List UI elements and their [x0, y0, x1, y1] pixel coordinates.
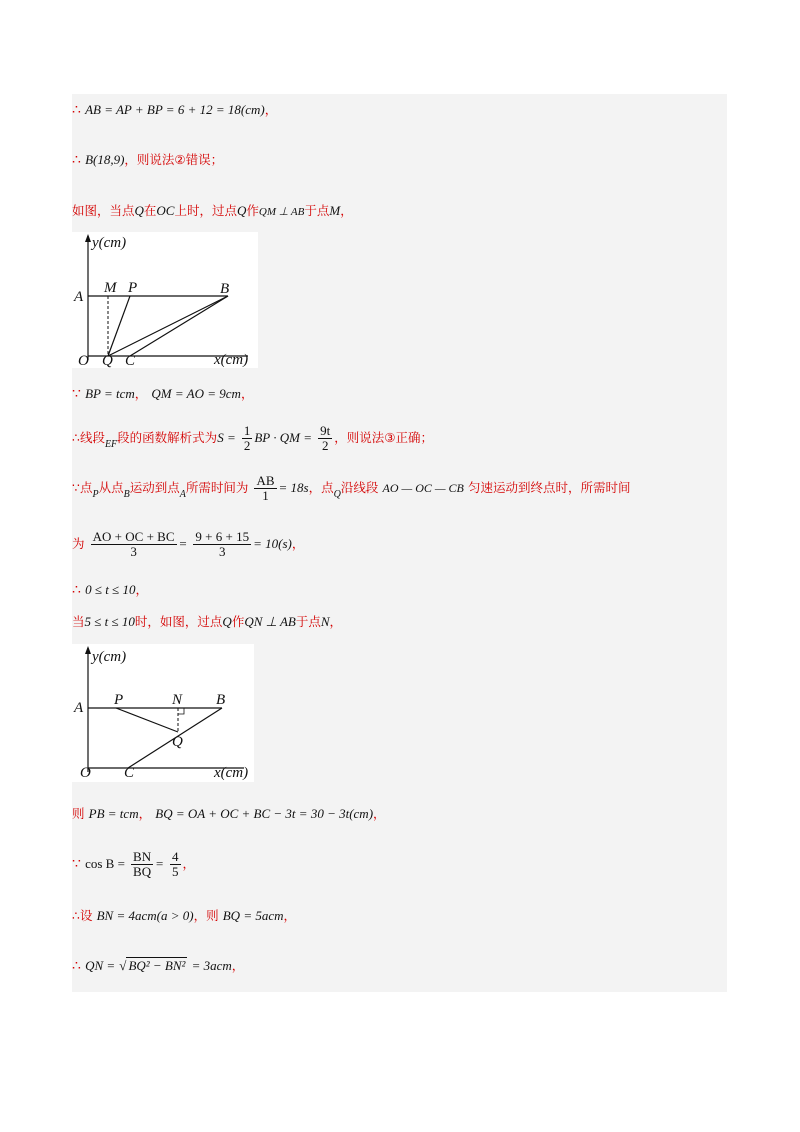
figure-2: [72, 644, 254, 782]
label-c: C: [125, 353, 136, 368]
ab-formula: AB = AP + BP = 6 + 12 = 18(cm): [85, 102, 265, 117]
label-b: B: [216, 692, 226, 708]
sqrt-expression: BQ² − BN²: [128, 958, 186, 973]
fraction-bn-over-bq: $\frac{BN}{BQ}$: [133, 849, 152, 879]
segment-cb: [130, 296, 228, 356]
line-motion-time: ∵点$_P$从点$_B$运动到点$_A$所需时间为 $\frac{AB}{1}$ = 18s，点$_Q$沿线段 AO — OC — CB 匀速运动到终点时，所需时间: [72, 473, 631, 503]
line-cos-b: ∵ cos B = $\frac{BN}{BQ}$ = $\frac{4}{5}$ ，: [72, 849, 196, 879]
line-qn-length: ∴ QN = √ BQ² − BN² = 3acm，: [72, 958, 245, 974]
fraction-path-sum: $\frac{AO + OC + BC}{3}$: [92, 529, 175, 559]
line-figure1-intro: 如图，当点Q在OC上时，过点Q作QM ⊥ AB于点M，: [72, 203, 353, 218]
point-b: B(18,9): [85, 152, 125, 167]
line-pb-bq: 则 PB = tcm， BQ = OA + OC + BC − 3t = 30 − 3t(cm)，: [72, 806, 386, 821]
fraction-ab-over-1: $\frac{AB}{1}$: [256, 473, 275, 503]
line-ef-function: ∴线段$_{EF}$段的函数解析式为S = $\frac{1}{2}$ BP · QM = $\frac{9t}{2}$ ，则说法③正确；: [72, 423, 433, 453]
y-axis-label: y(cm): [92, 235, 127, 251]
label-a: A: [74, 289, 84, 305]
label-a: A: [74, 700, 84, 716]
x-axis-label: x(cm): [214, 352, 249, 368]
label-q: Q: [172, 734, 183, 750]
y-axis-arrow: [85, 646, 91, 654]
label-n: N: [172, 692, 183, 708]
label-q: Q: [102, 353, 113, 368]
label-o: O: [80, 765, 91, 781]
segment-pq: [116, 708, 178, 732]
line-figure2-intro: 当5 ≤ t ≤ 10时，如图，过点Q作QN ⊥ AB于点N，: [72, 614, 343, 629]
figure-1: [72, 232, 258, 368]
line-bp-qm: ∵ BP = tcm， QM = AO = 9cm，: [72, 386, 254, 402]
right-angle-mark: [178, 708, 184, 714]
x-axis-label: x(cm): [214, 765, 249, 781]
fraction-half: $\frac{1}{2}$: [243, 423, 251, 453]
fraction-numeric-sum: $\frac{9 + 6 + 15}{3}$: [195, 529, 250, 559]
fraction-4-over-5: $\frac{4}{5}$: [172, 849, 179, 879]
line-set-bn: ∴设 BN = 4acm(a > 0)，则 BQ = 5acm，: [72, 908, 297, 923]
line-total-time: 为 $\frac{AO + OC + BC}{3}$ = $\frac{9 + 6 + 15}{3}$ = 10(s)，: [72, 529, 305, 559]
line-t-range: ∴ 0 ≤ t ≤ 10，: [72, 582, 148, 598]
label-p: P: [114, 692, 124, 708]
label-b: B: [220, 281, 230, 297]
label-o: O: [78, 353, 89, 368]
label-m: M: [104, 280, 117, 296]
y-axis-arrow: [85, 234, 91, 242]
y-axis-label: y(cm): [92, 649, 127, 665]
label-p: P: [128, 280, 138, 296]
line-ab-length: ∴ AB = AP + BP = 6 + 12 = 18(cm)，: [72, 102, 278, 118]
line-point-b: ∴ B(18,9)，则说法②错误；: [72, 152, 224, 168]
fraction-9t-over-2: $\frac{9t}{2}$: [320, 423, 331, 453]
segment-qb: [108, 296, 228, 356]
label-c: C: [124, 765, 135, 781]
